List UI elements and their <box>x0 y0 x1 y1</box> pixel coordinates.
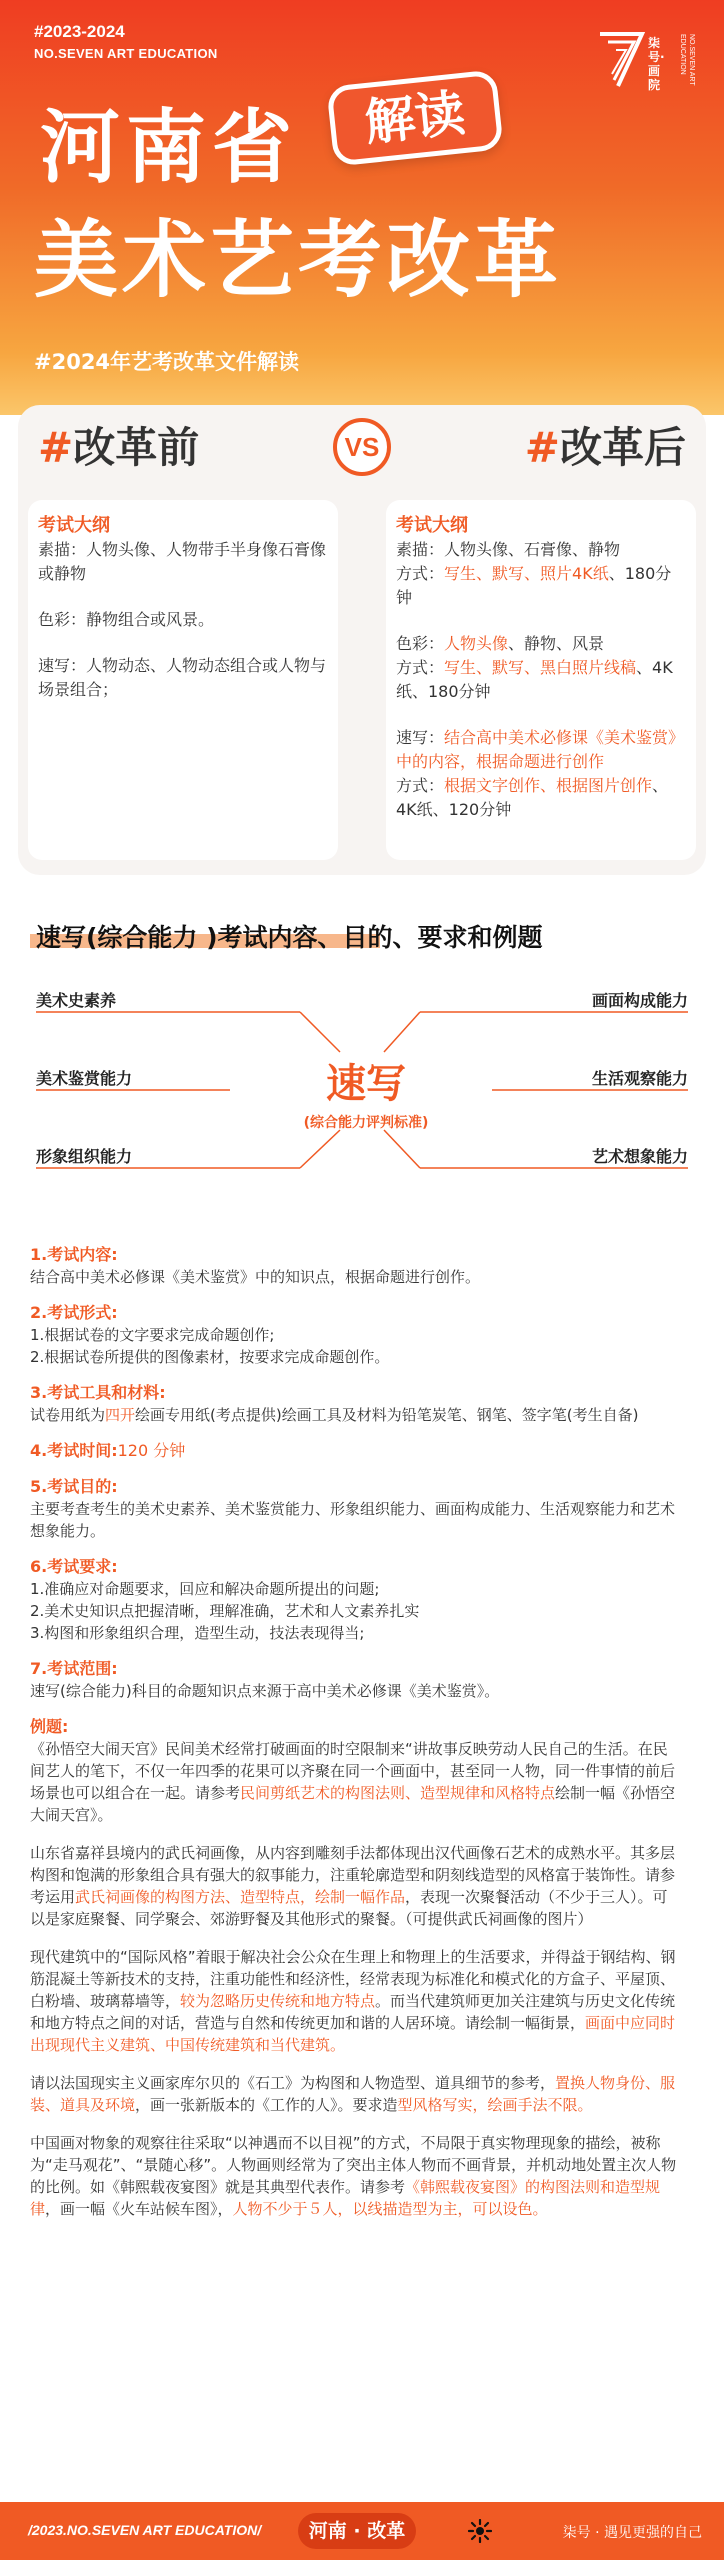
item-heading: 5.考试目的: <box>30 1477 118 1496</box>
center-subtitle: (综合能力评判标准) <box>303 1115 429 1131</box>
item-text: 速写(综合能力)科目的命题知识点来源于高中美术必修课《美术鉴赏》。 <box>30 1682 500 1700</box>
section-title: 速写(综合能力 )考试内容、目的、要求和例题 <box>36 923 543 952</box>
example-paragraph: 请以法国现实主义画家库尔贝的《石工》为构图和人物造型、道具细节的参考，置换人物身份、服装、道具及环境，画一张新版本的《工作的人》。要求造型风格写实，绘画手法不限。 <box>30 2074 676 2114</box>
title-line-1: 河南省 <box>40 101 298 194</box>
footer-right-text: 柒号 · 遇见更强的自己 <box>562 2525 702 2541</box>
item-heading: 1.考试内容: <box>30 1245 118 1264</box>
item-text: 2.美术史知识点把握清晰，理解准确，艺术和人文素养扎实 <box>30 1602 420 1620</box>
before-line: 素描：人物头像、人物带手半身像石膏像或静物 <box>38 540 327 583</box>
item-text: 3.构图和形象组织合理，造型生动，技法表现得当; <box>30 1624 365 1642</box>
before-heading: 考试大纲 <box>38 515 110 536</box>
after-sketch-method: 方式：写生、默写、照片4K纸、180分钟 <box>396 564 672 607</box>
brand-logo <box>598 30 698 92</box>
seven-logo-icon <box>598 30 646 88</box>
logo-text-en: NO.SEVEN ART EDUCATION <box>679 34 695 86</box>
org-tag: NO.SEVEN ART EDUCATION <box>34 46 218 61</box>
year-tag: #2023-2024 <box>34 22 125 41</box>
hero-banner <box>0 0 724 415</box>
title-line-2: 美术艺考改革 <box>34 211 563 309</box>
item-text: 主要考查考生的美术史素养、美术鉴赏能力、形象组织能力、画面构成能力、生活观察能力和艺术想象能力。 <box>30 1500 676 1540</box>
item-heading: 2.考试形式: <box>30 1303 118 1322</box>
item-text: 结合高中美术必修课《美术鉴赏》中的知识点，根据命题进行创作。 <box>30 1268 481 1286</box>
center-word: 速写 <box>326 1061 406 1107</box>
example-paragraph: 《孙悟空大闹天宫》民间美术经常打破画面的时空限制来“讲故事反映劳动人民自己的生活。在民间艺人的笔下，不仅一年四季的花果可以齐聚在同一个画面中，甚至同一人物，同一件事情的前后场景也可以组合在一起。请参考民间剪纸艺术的构图法则、造型规律和风格特点绘制一幅《孙悟空大闹天宫》。 <box>30 1740 676 1824</box>
spacer <box>38 586 328 608</box>
item-text: 试卷用纸为四开绘画专用纸(考点提供)绘画工具及材料为铅笔炭笔、钢笔、签字笔(考生自备) <box>30 1406 639 1424</box>
sun-icon <box>468 2519 492 2543</box>
before-line: 色彩：静物组合或风景。 <box>38 610 215 629</box>
after-title: #改革后 <box>524 423 686 472</box>
before-title: #改革前 <box>38 423 200 472</box>
footer-left-text: /2023.NO.SEVEN ART EDUCATION/ <box>28 2522 262 2538</box>
after-color-method: 方式：写生、默写、黑白照片线稿、4K纸、180分钟 <box>396 658 673 701</box>
item-heading: 4.考试时间:120 分钟 <box>30 1441 186 1460</box>
example-paragraph: 中国画对物象的观察往往采取“以神遇而不以目视”的方式，不局限于真实物理现象的描绘，被称为“走马观花”、“景随心移”。人物画则经常为了突出主体人物而不画背景，并机动地处置主次人物的比例。如《韩熙载夜宴图》就是其典型代表作。请参考《韩熙载夜宴图》的构图法则和造型规律，画一幅《火车站候车图》，人物不少于５人，以线描造型为主，可以设色。 <box>30 2134 677 2218</box>
ability-appreciation: 美术鉴赏能力 <box>36 1069 133 1088</box>
before-card <box>28 500 338 860</box>
footer-bar <box>0 2502 724 2560</box>
example-paragraph: 山东省嘉祥县境内的武氏祠画像，从内容到雕刻手法都体现出汉代画像石艺术的成熟水平。其多层构图和饱满的形象组合具有强大的叙事能力，注重轮廓造型和阴刻线造型的风格富于装饰性。请参考运用武氏祠画像的构图方法、造型特点，绘制一幅作品，表现一次聚餐活动（不少于三人）。可以是家庭聚餐、同学聚会、郊游野餐及其他形式的聚餐。（可提供武氏祠画像的图片） <box>30 1844 676 1928</box>
spacer <box>396 704 686 726</box>
ability-observation: 生活观察能力 <box>591 1069 688 1088</box>
before-line: 速写：人物动态、人物动态组合或人物与场景组合； <box>38 656 327 699</box>
logo-text-cn: 柒号·画院 <box>648 36 665 92</box>
interpretation-badge: 解读 <box>326 69 503 166</box>
ability-composition: 画面构成能力 <box>591 991 688 1010</box>
after-quick: 速写：结合高中美术必修课《美术鉴赏》中的内容，根据命题进行创作 <box>396 728 685 771</box>
item-heading: 3.考试工具和材料: <box>30 1383 166 1402</box>
item-heading: 6.考试要求: <box>30 1557 118 1576</box>
spacer <box>396 610 686 632</box>
after-card <box>386 500 696 860</box>
after-color: 色彩：人物头像、静物、风景 <box>396 634 605 653</box>
hash-star-icon: # <box>524 423 560 472</box>
ability-art-history: 美术史素养 <box>36 991 117 1010</box>
subtitle: #2024年艺考改革文件解读 <box>34 350 300 374</box>
spacer <box>38 632 328 654</box>
after-sketch: 素描：人物头像、石膏像、静物 <box>396 540 621 559</box>
footer-pill: 河南 · 改革 <box>298 2513 416 2549</box>
after-heading: 考试大纲 <box>396 515 468 536</box>
ability-imagination: 艺术想象能力 <box>591 1147 688 1166</box>
item-heading: 7.考试范围: <box>30 1659 118 1678</box>
vs-badge: VS <box>333 418 391 476</box>
example-paragraph: 现代建筑中的“国际风格”着眼于解决社会公众在生理上和物理上的生活要求，并得益于钢结构、钢筋混凝土等新技术的支持，注重功能性和经济性，经常表现为标准化和模式化的方盒子、平屋顶、白粉墙、玻璃幕墙等，较为忽略历史传统和地方特点。而当代建筑师更加关注建筑与历史文化传统和地方特点之间的对话，营造与自然和传统更加和谐的人居环境。请绘制一幅街景，画面中应同时出现现代主义建筑、中国传统建筑和当代建筑。 <box>30 1948 676 2054</box>
item-text: 1.根据试卷的文字要求完成命题创作; <box>30 1326 275 1344</box>
after-quick-method: 方式：根据文字创作、根据图片创作、4K纸、120分钟 <box>396 776 669 819</box>
item-text: 2.根据试卷所提供的图像素材，按要求完成命题创作。 <box>30 1348 390 1366</box>
ability-image-organization: 形象组织能力 <box>36 1147 133 1166</box>
examples-heading: 例题: <box>30 1717 69 1736</box>
exam-details <box>30 1230 680 2220</box>
hash-star-icon: # <box>38 423 74 472</box>
item-text: 1.准确应对命题要求，回应和解决命题所提出的问题; <box>30 1580 380 1598</box>
